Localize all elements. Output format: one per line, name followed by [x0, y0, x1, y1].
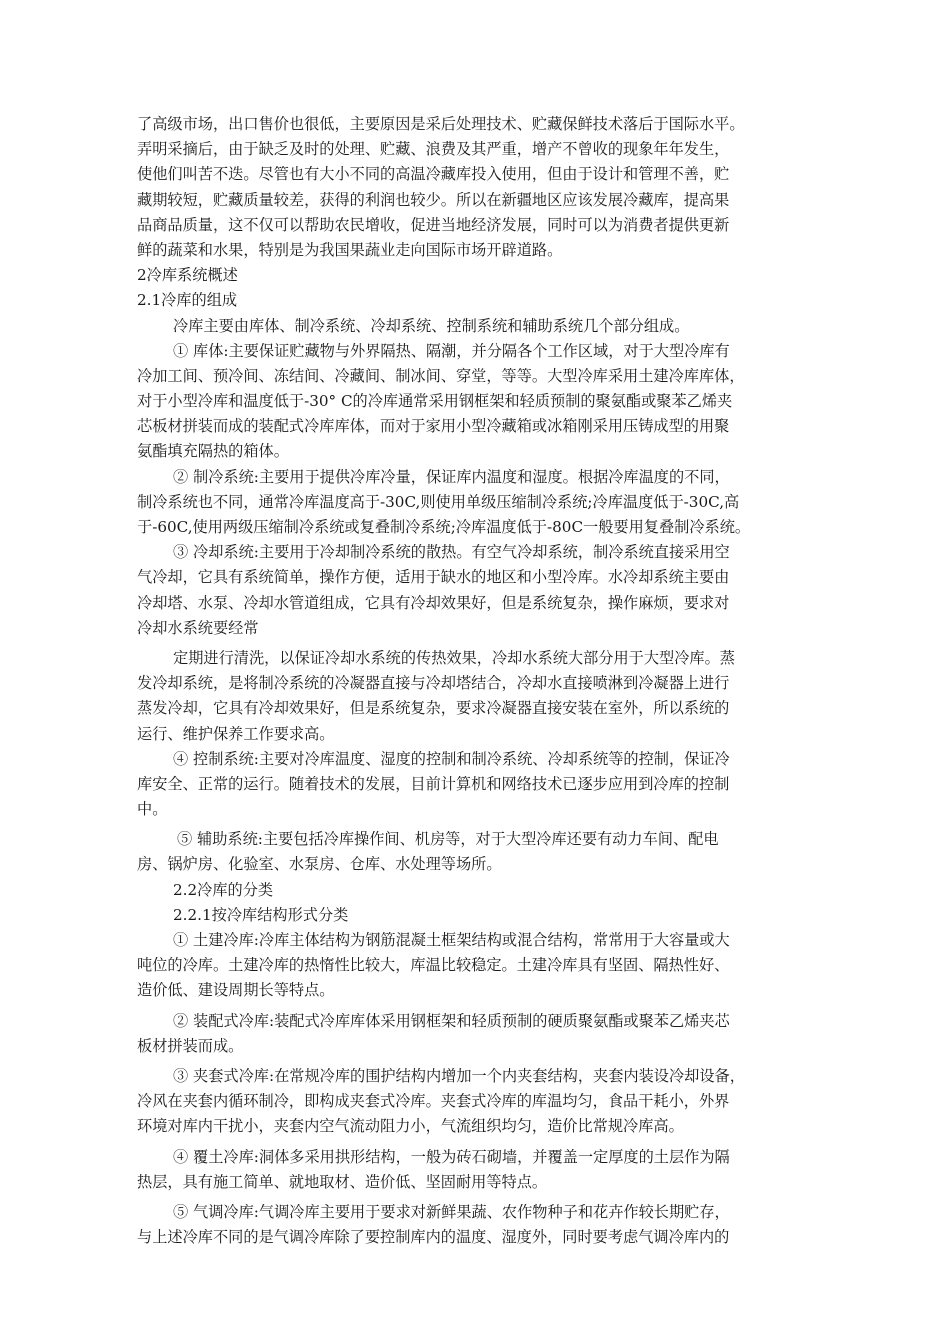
text-line: 氨酯填充隔热的箱体。 [137, 442, 289, 461]
text-line: 造价低、建设周期长等特点。 [137, 981, 335, 1000]
text-line: 板材拼装而成。 [137, 1036, 244, 1055]
text-line: 品商品质量，这不仅可以帮助农民增收，促进当地经济发展，同时可以为消费者提供更新 [137, 215, 730, 234]
list-item: ⑤ 气调冷库:气调冷库主要用于要求对新鲜果蔬、农作物种子和花卉作较长期贮存， [173, 1202, 730, 1221]
text-line: 与上述冷库不同的是气调冷库除了要控制库内的温度、湿度外，同时要考虑气调冷库内的 [137, 1228, 730, 1247]
subsection-heading: 2.2冷库的分类 [173, 880, 274, 899]
text-line: 运行、维护保养工作要求高。 [137, 724, 335, 743]
list-item: ① 土建冷库:冷库主体结构为钢筋混凝土框架结构或混合结构，常常用于大容量或大 [173, 931, 730, 949]
subsection-heading: 2.1冷库的组成 [137, 291, 238, 310]
text-line: 了高级市场，出口售价也很低，主要原因是采后处理技术、贮藏保鲜技术落后于国际水平。 [137, 115, 745, 133]
text-line: 热层，具有施工简单、就地取材、造价低、坚固耐用等特点。 [137, 1172, 548, 1191]
text-line: 冷却水系统要经常 [137, 618, 259, 637]
list-item: ② 装配式冷库:装配式冷库库体采用钢框架和轻质预制的硬质聚氨酯或聚苯乙烯夹芯 [173, 1011, 730, 1030]
text-line: 定期进行清洗，以保证冷却水系统的传热效果，冷却水系统大部分用于大型冷库。蒸 [173, 648, 735, 667]
text-line: 冷风在夹套内循环制冷，即构成夹套式冷库。夹套式冷库的库温均匀，食品干耗小，外界 [137, 1092, 730, 1111]
list-item: ④ 覆土冷库:洞体多采用拱形结构，一般为砖石砌墙，并覆盖一定厚度的土层作为隔 [173, 1147, 730, 1166]
subsection-heading: 2.2.1按冷库结构形式分类 [173, 905, 349, 924]
text-line: 冷却塔、水泵、冷却水管道组成，它具有冷却效果好，但是系统复杂，操作麻烦，要求对 [137, 593, 730, 612]
text-line: 芯板材拼装而成的装配式冷库库体，而对于家用小型冷藏箱或冰箱刚采用压铸成型的用聚 [137, 417, 730, 436]
text-line: 房、锅炉房、化验室、水泵房、仓库、水处理等场所。 [137, 855, 502, 874]
text-line: 蒸发冷却，它具有冷却效果好，但是系统复杂，要求冷凝器直接安装在室外，所以系统的 [137, 699, 730, 718]
text-line: 弄明采摘后，由于缺乏及时的处理、贮藏、浪费及其严重，增产不曾收的现象年年发生， [137, 140, 730, 159]
list-item: ③ 冷却系统:主要用于冷却制冷系统的散热。有空气冷却系统，制冷系统直接采用空 [173, 543, 730, 562]
text-line: 库安全、正常的运行。随着技术的发展，目前计算机和网络技术已逐步应用到冷库的控制 [137, 774, 730, 793]
text-line: 使他们叫苦不迭。尽管也有大小不同的高温冷藏库投入使用，但由于设计和管理不善，贮 [137, 165, 730, 184]
list-item: ⑤ 辅助系统:主要包括冷库操作间、机房等，对于大型冷库还要有动力车间、配电 [177, 830, 719, 849]
text-line: 气冷却，它具有系统简单，操作方便，适用于缺水的地区和小型冷库。水冷却系统主要由 [137, 568, 730, 587]
text-line: 发冷却系统，是将制冷系统的冷凝器直接与冷却塔结合，冷却水直接喷淋到冷凝器上进行 [137, 674, 730, 693]
section-heading: 2冷库系统概述 [137, 266, 238, 285]
text-line: 制冷系统也不同，通常冷库温度高于-30C,则使用单级压缩制冷系统;冷库温度低于-30C,高 [137, 492, 740, 511]
list-item: ① 库体:主要保证贮藏物与外界隔热、隔潮，并分隔各个工作区域，对于大型冷库有 [173, 341, 730, 360]
list-item: ② 制冷系统:主要用于提供冷库冷量，保证库内温度和湿度。根据冷库温度的不同， [173, 467, 730, 486]
text-line: 中。 [137, 800, 168, 819]
list-item: ④ 控制系统:主要对冷库温度、湿度的控制和制冷系统、冷却系统等的控制，保证冷 [173, 749, 730, 768]
list-item: ③ 夹套式冷库:在常规冷库的围护结构内增加一个内夹套结构，夹套内装设冷却设备， [173, 1066, 745, 1085]
text-line: 对于小型冷库和温度低于-30° C的冷库通常采用钢框架和轻质预制的聚氨酯或聚苯乙烯夹 [137, 392, 733, 411]
text-line: 藏期较短，贮藏质量较差，获得的利润也较少。所以在新疆地区应该发展冷藏库，提高果 [137, 190, 730, 209]
text-line: 吨位的冷库。土建冷库的热惰性比较大，库温比较稳定。土建冷库具有坚固、隔热性好、 [137, 956, 730, 975]
text-line: 于-60C,使用两级压缩制冷系统或复叠制冷系统;冷库温度低于-80C一般要用复叠制冷系统。 [137, 518, 751, 536]
text-line: 冷加工间、预冷间、冻结间、冷藏间、制冰间、穿堂，等等。大型冷库采用土建冷库库体， [137, 366, 745, 385]
text-line: 环境对库内干扰小，夹套内空气流动阻力小，气流组织均匀，造价比常规冷库高。 [137, 1117, 684, 1136]
text-line: 冷库主要由库体、制冷系统、冷却系统、控制系统和辅助系统几个部分组成。 [173, 316, 690, 335]
document-body [137, 112, 827, 1250]
text-line: 鲜的蔬菜和水果，特别是为我国果蔬业走向国际市场开辟道路。 [137, 240, 563, 259]
